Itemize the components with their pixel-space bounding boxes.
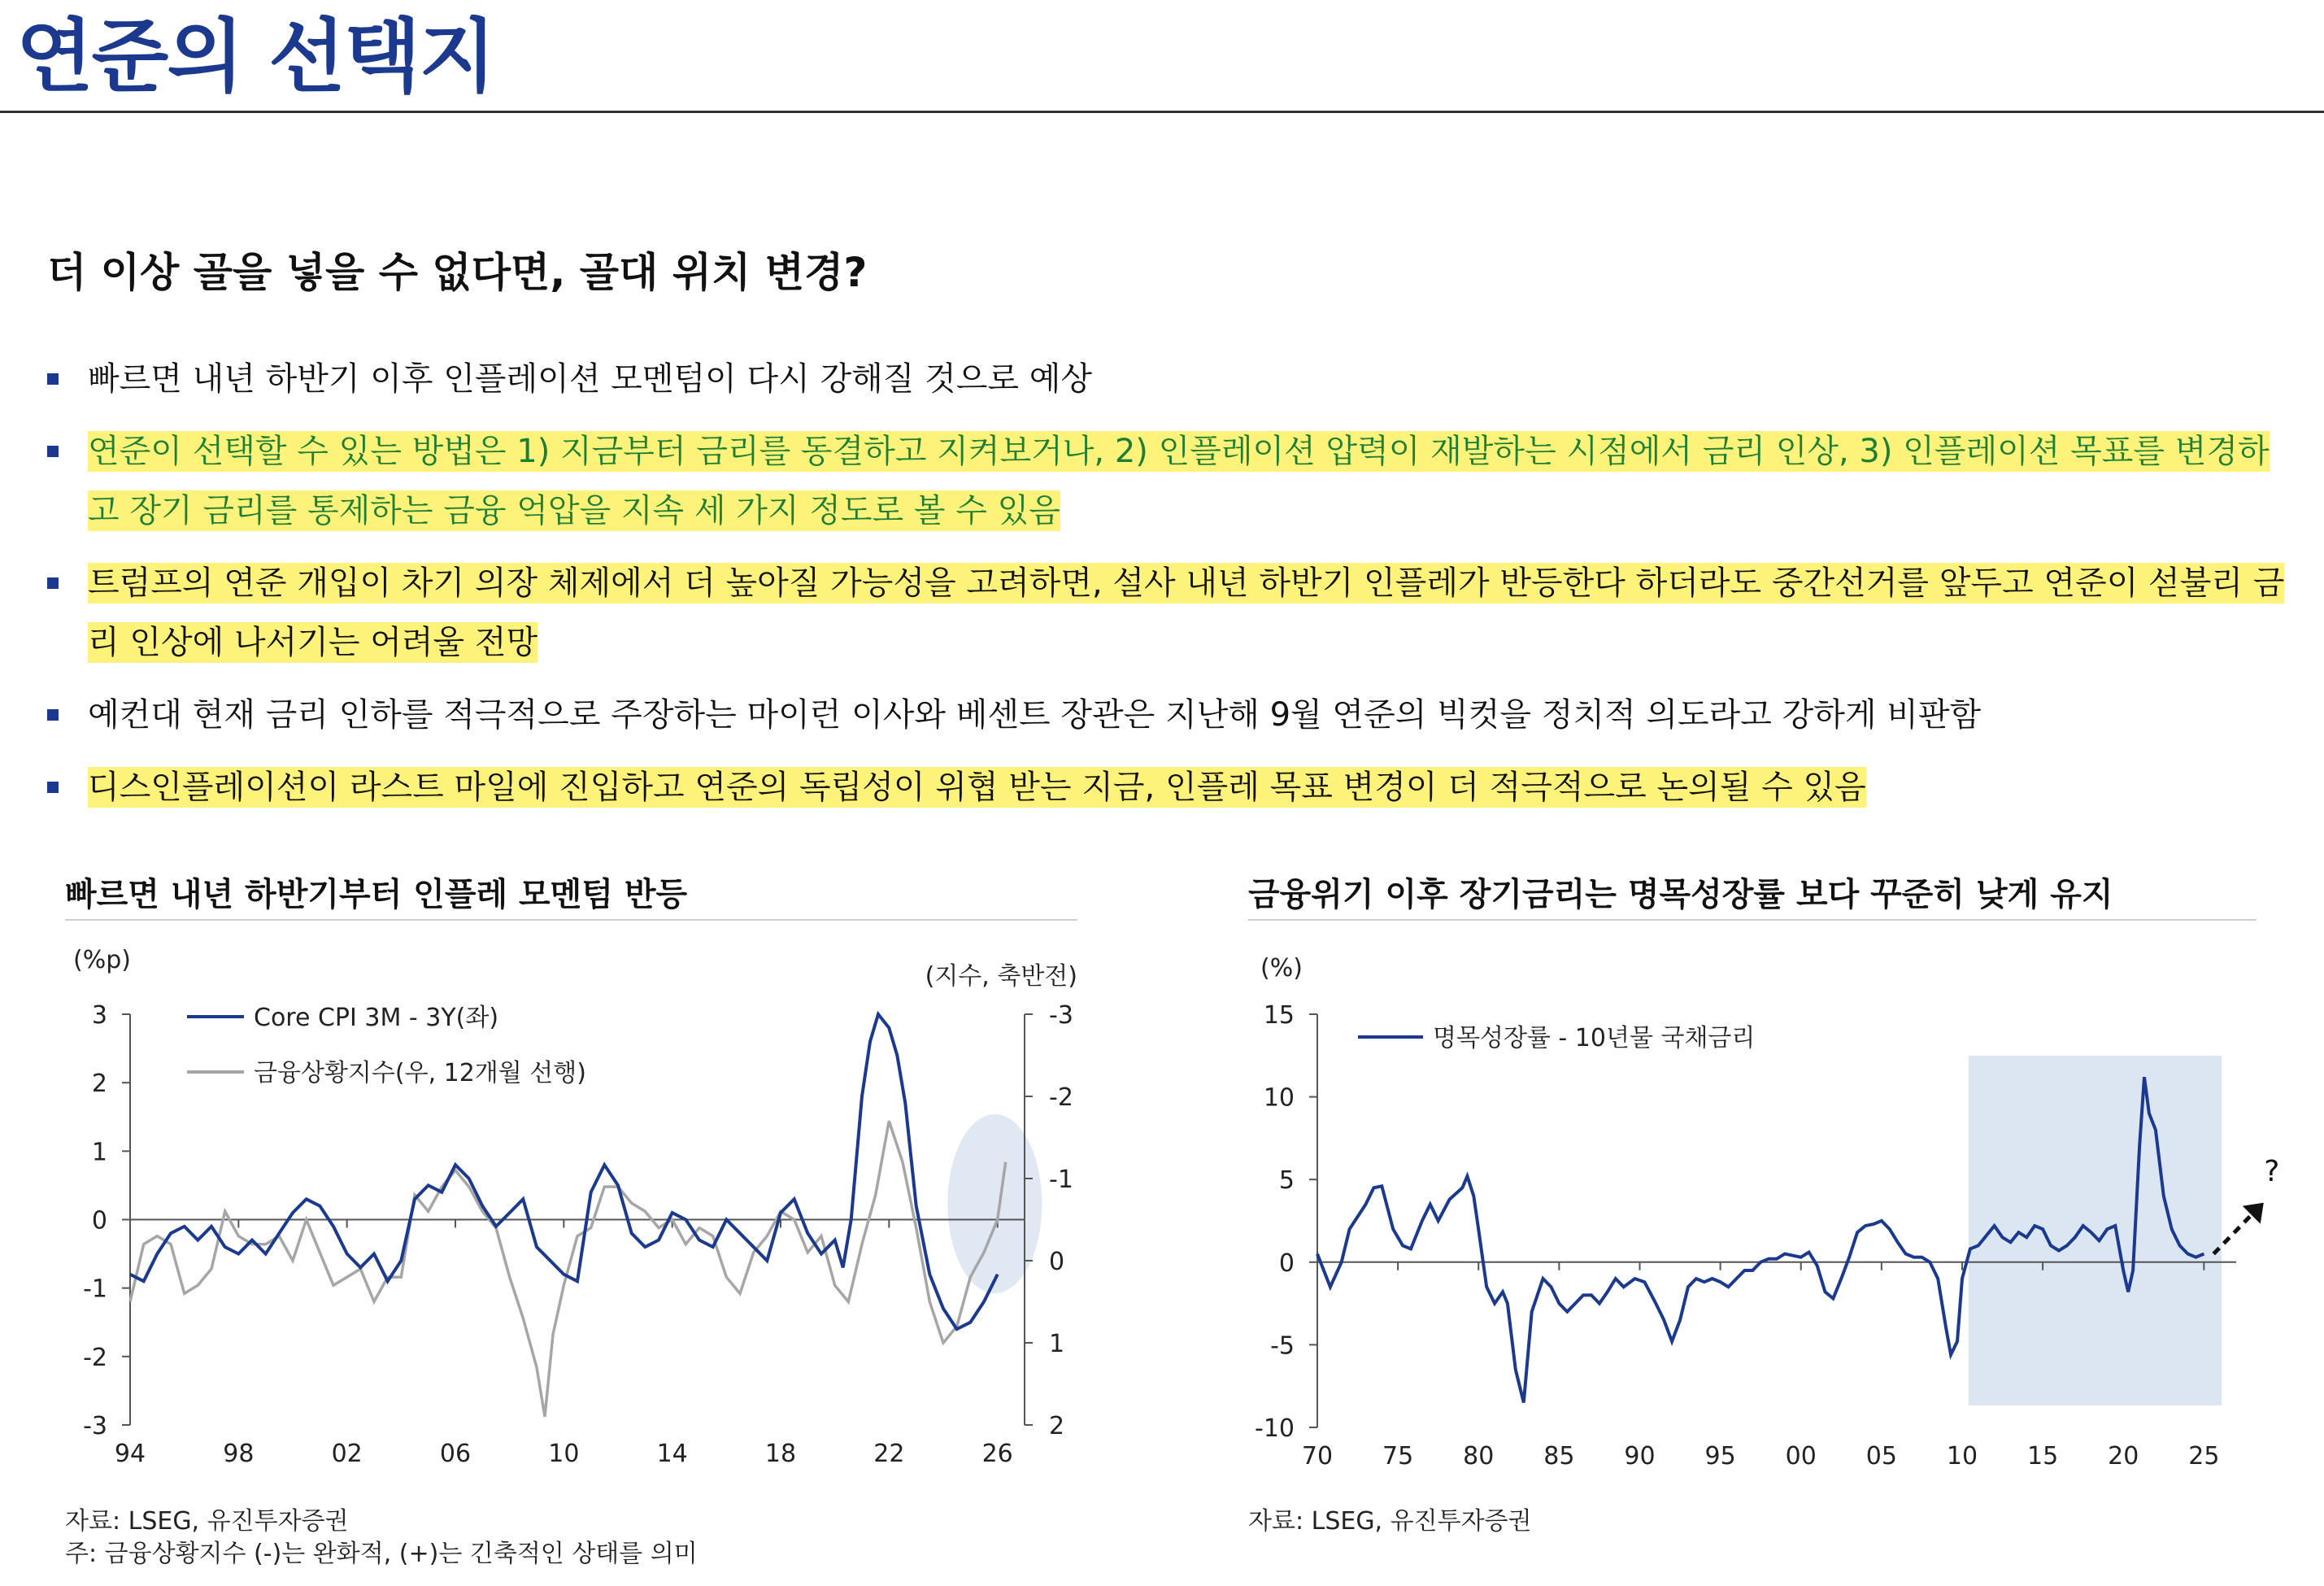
x-tick-label: 00 (1785, 1442, 1817, 1471)
question-mark-annotation: ? (2264, 1154, 2280, 1188)
bullet-item (47, 686, 2291, 745)
y-tick-label: 0 (1278, 1248, 1295, 1278)
page-title: 연준의 선택지 (16, 11, 495, 103)
y-tick-label: 5 (1278, 1166, 1295, 1196)
right-unit-label: (지수, 축반전) (925, 962, 1077, 991)
chart-left-title: 빠르면 내년 하반기부터 인플레 모멘텀 반등 (65, 876, 688, 913)
y-tick-label: -10 (1255, 1414, 1295, 1443)
highlight-ellipse (947, 1114, 1042, 1293)
square-bullet-icon (47, 577, 59, 589)
x-tick-label: 22 (873, 1440, 905, 1468)
chart-left-note: 주: 금융상황지수 (-)는 완화적, (+)는 긴축적인 상태를 의미 (65, 1540, 698, 1568)
chart-left-title-rule (65, 919, 1077, 921)
left-tick-label: -1 (83, 1274, 107, 1304)
right-tick-label: -1 (1049, 1166, 1073, 1194)
legend-label-core-cpi: Core CPI 3M - 3Y(좌) (254, 1004, 499, 1032)
bullet-item (47, 758, 2291, 817)
left-unit-label: (%p) (73, 946, 131, 974)
x-tick-label: 95 (1704, 1442, 1736, 1471)
chart-left (49, 935, 1106, 1488)
x-tick-label: 98 (223, 1440, 255, 1468)
section-subtitle: 더 이상 골을 넣을 수 없다면, 골대 위치 변경? (47, 249, 868, 296)
chart-left-source: 자료: LSEG, 유진투자증권 (65, 1507, 349, 1536)
bullet-text: 예컨대 현재 금리 인하를 적극적으로 주장하는 마이런 이사와 베센트 장관은 지난해 9월 연준의 빅컷을 정치적 의도라고 강하게 비판함 (88, 696, 1982, 734)
x-tick-label: 18 (764, 1440, 797, 1468)
x-tick-label: 94 (114, 1440, 146, 1468)
x-tick-label: 06 (439, 1440, 472, 1468)
right-tick-label: -3 (1049, 1001, 1073, 1030)
legend-label: 명목성장률 - 10년물 국채금리 (1433, 1024, 1756, 1052)
chart-right-title-rule (1248, 919, 2257, 921)
bullet-text: 디스인플레이션이 라스트 마일에 진입하고 연준의 독립성이 위협 받는 지금, 인플레 목표 변경이 더 적극적으로 논의될 수 있음 (88, 769, 1866, 806)
x-tick-label: 80 (1463, 1442, 1495, 1471)
x-tick-label: 14 (656, 1440, 688, 1468)
bullet-item (47, 350, 2291, 409)
x-tick-label: 05 (1865, 1442, 1897, 1471)
legend-label-financial-conditions: 금융상황지수(우, 12개월 선행) (254, 1059, 586, 1087)
right-tick-label: -2 (1049, 1083, 1073, 1112)
title-divider (0, 111, 2324, 113)
square-bullet-icon (47, 782, 59, 793)
x-tick-label: 70 (1301, 1442, 1334, 1471)
right-tick-label: 1 (1049, 1330, 1065, 1358)
shaded-region (1969, 1056, 2222, 1405)
bullet-text: 빠르면 내년 하반기 이후 인플레이션 모멘텀이 다시 강해질 것으로 예상 (88, 360, 1092, 398)
y-tick-label: -5 (1270, 1331, 1295, 1361)
x-tick-label: 15 (2027, 1442, 2059, 1471)
x-tick-label: 10 (1946, 1442, 1978, 1471)
right-tick-label: 2 (1049, 1412, 1065, 1440)
left-tick-label: -3 (83, 1412, 107, 1440)
x-tick-label: 75 (1382, 1442, 1414, 1471)
square-bullet-icon (47, 373, 59, 385)
square-bullet-icon (47, 446, 59, 457)
bullet-list (47, 350, 2291, 830)
x-tick-label: 20 (2108, 1442, 2139, 1471)
chart-right (1228, 935, 2285, 1488)
x-tick-label: 25 (2188, 1442, 2220, 1471)
x-tick-label: 02 (331, 1440, 363, 1468)
y-tick-label: 10 (1263, 1083, 1295, 1113)
x-tick-label: 85 (1543, 1442, 1575, 1471)
bullet-item (47, 554, 2291, 673)
x-tick-label: 10 (548, 1440, 580, 1468)
left-tick-label: 3 (91, 1001, 107, 1030)
bullet-text: 연준이 선택할 수 있는 방법은 1) 지금부터 금리를 동결하고 지켜보거나, 2) 인플레이션 압력이 재발하는 시점에서 금리 인상, 3) 인플레이션 목표를 변경하고 장기 금리를 통제하는 금융 억압을 지속 세 가지 정도로 볼 수 있음 (88, 433, 2270, 529)
x-tick-label: 26 (981, 1440, 1013, 1468)
left-tick-label: -2 (83, 1343, 107, 1372)
series-line-financial-conditions (130, 1121, 1006, 1417)
left-tick-label: 2 (91, 1070, 107, 1099)
chart-right-title: 금융위기 이후 장기금리는 명목성장률 보다 꾸준히 낮게 유지 (1248, 876, 2113, 913)
right-tick-label: 0 (1049, 1248, 1065, 1276)
square-bullet-icon (47, 709, 59, 721)
y-tick-label: 15 (1263, 1001, 1295, 1030)
bullet-text: 트럼프의 연준 개입이 차기 의장 체제에서 더 높아질 가능성을 고려하면, 설사 내년 하반기 인플레가 반등한다 하더라도 중간선거를 앞두고 연준이 섣불리 금리 인상에 나서기는 어려울 전망 (88, 564, 2285, 661)
left-tick-label: 0 (91, 1206, 107, 1235)
bullet-item (47, 422, 2291, 541)
chart-right-source: 자료: LSEG, 유진투자증권 (1248, 1507, 1532, 1536)
left-tick-label: 1 (91, 1138, 107, 1167)
y-unit-label: (%) (1260, 954, 1303, 983)
x-tick-label: 90 (1624, 1442, 1656, 1471)
